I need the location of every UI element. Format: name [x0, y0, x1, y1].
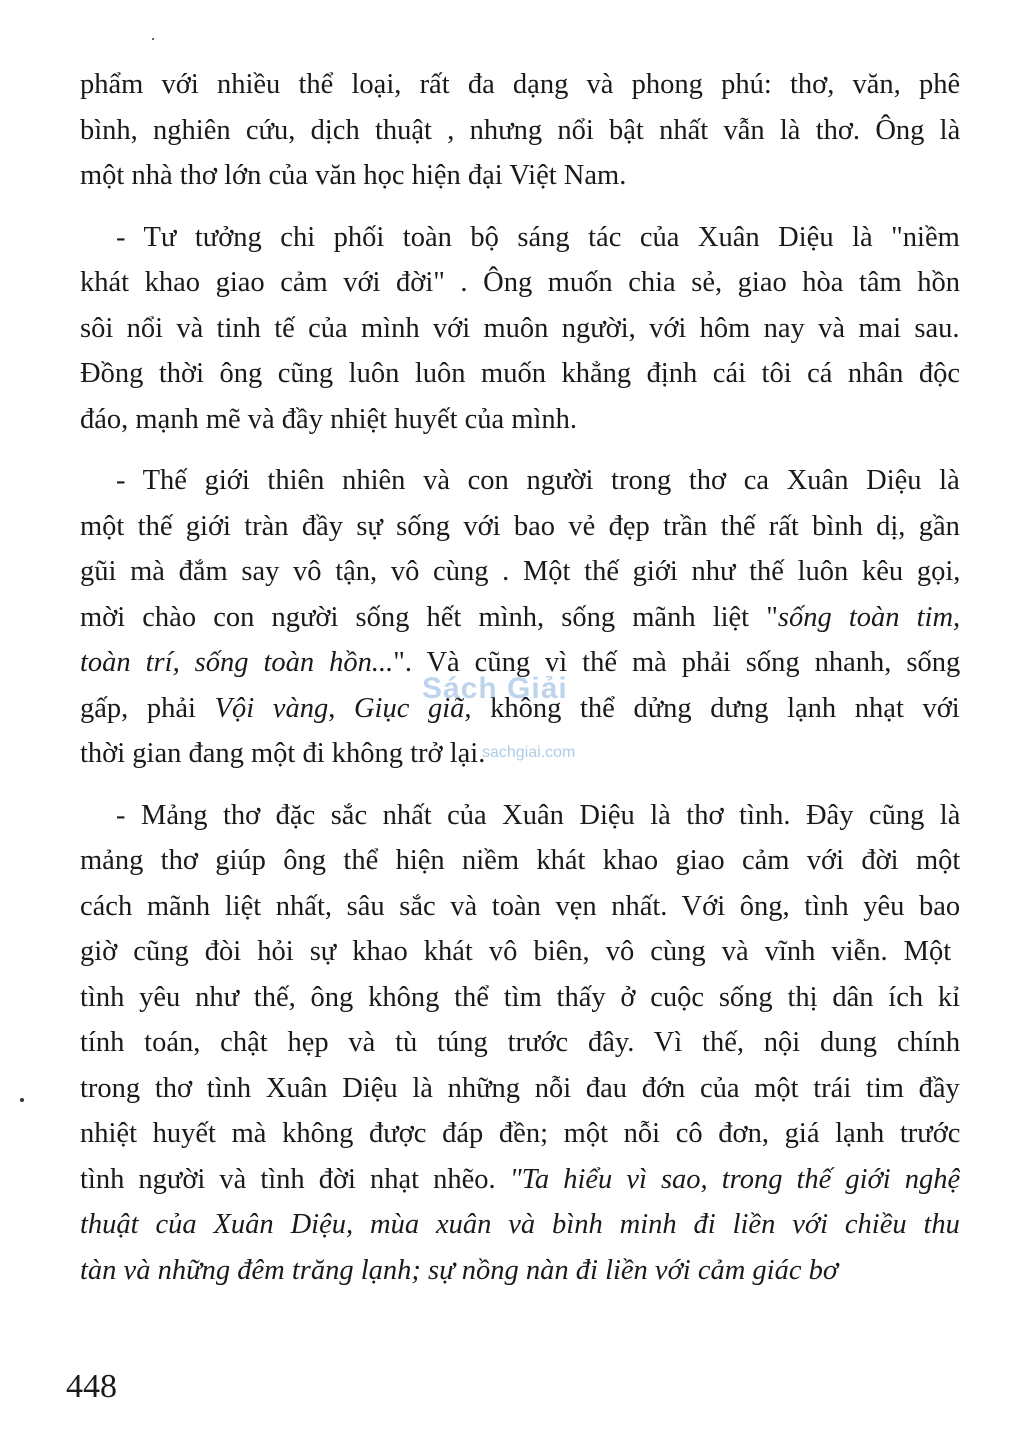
text-run: không thể dửng dưng lạnh nhạt với: [471, 692, 960, 724]
italic-quote: tàn và những đêm trăng lạnh; sự nồng nàn đi liền với cảm giác bơ: [80, 1254, 839, 1286]
text-run: tình người và tình đời nhạt nhẽo.: [80, 1163, 510, 1195]
text-line: sôi nổi và tinh tế của mình với muôn người, với hôm nay và mai sau.: [80, 312, 960, 344]
watermark-url: sachgiai.com: [482, 744, 576, 761]
italic-title: Vội vàng, Giục giã,: [214, 692, 472, 724]
italic-quote: sống toàn tim,: [777, 601, 960, 633]
paragraph-nature: [80, 458, 960, 777]
page-body: [80, 62, 960, 1293]
scan-speck: [20, 1098, 24, 1102]
text-line: tình yêu như thế, ông không thể tìm thấy ở cuộc sống thị dân ích kỉ: [80, 981, 960, 1013]
text-line: một thế giới tràn đầy sự sống với bao vẻ đẹp trần thế rất bình dị, gần: [80, 510, 960, 542]
italic-quote: thuật của Xuân Diệu, mùa xuân và bình minh đi liền với chiều thu: [80, 1209, 960, 1240]
text-line: một nhà thơ lớn của văn học hiện đại Việt Nam.: [80, 160, 627, 191]
text-run: gấp, phải: [80, 692, 215, 724]
text-line: - Tư tưởng chi phối toàn bộ sáng tác của Xuân Diệu là "niềm: [116, 221, 960, 253]
text-line: đáo, mạnh mẽ và đầy nhiệt huyết của mình.: [80, 403, 578, 435]
text-line: nhiệt huyết mà không được đáp đền; một nỗi cô đơn, giá lạnh trước: [80, 1118, 960, 1149]
italic-quote: toàn trí, sống toàn hồn...: [80, 647, 394, 678]
text-line: trong thơ tình Xuân Diệu là những nỗi đau đớn của một trái tim đầy: [80, 1072, 960, 1104]
text-line: [80, 686, 960, 732]
text-line: [80, 640, 960, 686]
paragraph-thought: [80, 215, 960, 443]
text-line: bình, nghiên cứu, dịch thuật , nhưng nổi bật nhất vẫn là thơ. Ông là: [80, 114, 960, 146]
paragraph-intro: [80, 62, 960, 199]
scan-speck: [152, 38, 154, 40]
text-line: - Mảng thơ đặc sắc nhất của Xuân Diệu là thơ tình. Đây cũng là: [116, 799, 960, 831]
text-run: mời chào con người sống hết mình, sống mãnh liệt ": [80, 601, 778, 633]
text-line: giờ cũng đòi hỏi sự khao khát vô biên, vô cùng và vĩnh viễn. Một: [80, 936, 952, 967]
text-line: [80, 595, 960, 641]
text-line: khát khao giao cảm với đời" . Ông muốn chia sẻ, giao hòa tâm hồn: [80, 267, 960, 298]
italic-quote: "Ta hiểu vì sao, trong thế giới nghệ: [509, 1163, 960, 1195]
text-line: Đồng thời ông cũng luôn luôn muốn khẳng định cái tôi cá nhân độc: [80, 358, 960, 389]
text-line: - Thế giới thiên nhiên và con người trong thơ ca Xuân Diệu là: [116, 465, 960, 496]
watermark-logo: Sách Giải: [422, 672, 568, 705]
text-line: cách mãnh liệt nhất, sâu sắc và toàn vẹn nhất. Với ông, tình yêu bao: [80, 890, 960, 922]
text-line: mảng thơ giúp ông thể hiện niềm khát khao giao cảm với đời một: [80, 845, 960, 876]
text-line: thời gian đang một đi không trở lại.: [80, 738, 486, 769]
text-line: phẩm với nhiều thể loại, rất đa dạng và phong phú: thơ, văn, phê: [80, 69, 960, 100]
paragraph-love-poetry: [80, 793, 960, 1294]
text-line: [80, 1202, 960, 1248]
text-run: ". Và cũng vì thế mà phải sống nhanh, sống: [393, 647, 960, 678]
text-line: [80, 1157, 960, 1203]
text-line: tính toán, chật hẹp và tù túng trước đây. Vì thế, nội dung chính: [80, 1027, 960, 1058]
text-line: gũi mà đắm say vô tận, vô cùng . Một thế giới như thế luôn kêu gọi,: [80, 556, 960, 587]
page-number: 448: [66, 1368, 117, 1405]
text-line: [80, 1248, 960, 1294]
